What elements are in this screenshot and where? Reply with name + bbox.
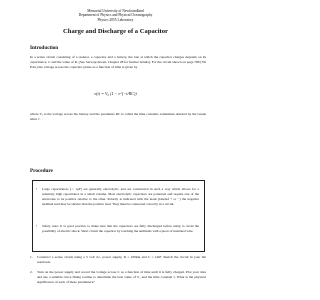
procedure-heading: Procedure bbox=[30, 168, 53, 174]
header-university: Memorial University of Newfoundland bbox=[87, 9, 144, 13]
introduction-paragraph: In a series circuit consisting of a resistor, a capacitor and a battery, the rate at which the capacitor charges depends on its capacitance, C and the value of R. [See Serway/Jewett, Chapter 28 for further details]. For the circuit shown on page 789 (7th Edn.) the voltage across the capacitor plates as a function of time is given by bbox=[30, 55, 207, 70]
step-number: 2. bbox=[30, 270, 33, 274]
bullet-item bbox=[37, 187, 199, 207]
voltage-equation: v(t) = V₀ (1 − e^(−t/RC)) bbox=[94, 91, 137, 96]
bullet-text: Large capacitances (∼ 1μF) are generally electrolytic, and are constructed in such a way which allows for a relatively high capacitance in a small volume. Most electrolytic capacitors are polarized and require one of the electrodes to be positive relative to the other. Polarity is indicated with the leads (labeled + or −) the negative terminal lead may be shorter than the positive lead. They must be connected correctly in a circuit. bbox=[42, 187, 199, 207]
bullet-icon: • bbox=[36, 187, 38, 191]
bullet-item bbox=[37, 224, 199, 234]
document-title: Charge and Discharge of a Capacitor bbox=[63, 28, 168, 35]
bullet-icon: • bbox=[36, 224, 38, 228]
notes-box bbox=[32, 180, 205, 252]
introduction-paragraph-2: where V₀ is the voltage across the battery and the parameter RC is called the time constant, sometimes denoted by the Greek letter τ. bbox=[30, 112, 206, 122]
step-number: 1. bbox=[30, 255, 33, 259]
procedure-step-1 bbox=[30, 255, 206, 265]
header-course: Physics 2055 Laboratory bbox=[97, 17, 134, 22]
header-department: Department of Physics and Physical Oceanography bbox=[78, 13, 153, 18]
step-text: Construct a series circuit using a 5 volt d.c. power supply, R = 100kΩ and C = 1mF. Sketch the circuit in your lab notebook. bbox=[37, 255, 206, 265]
step-text: Turn on the power supply and record the voltage across C as a function of time until it is fully charged. Plot your data and use a suitable curve fitting routine to determine the best value of V₀ and the time constant τ. What is the physical significance of each of these parameters? bbox=[37, 270, 206, 285]
procedure-step-2 bbox=[30, 270, 206, 286]
bullet-text: Safety note: It is good practice to make sure that the capacitors are fully discharged before using to avoid the possibility of electric shock. Short circuit the capacitor by touching the terminals with a piece of insulated wire. bbox=[42, 224, 199, 234]
introduction-heading: Introduction bbox=[30, 45, 59, 51]
